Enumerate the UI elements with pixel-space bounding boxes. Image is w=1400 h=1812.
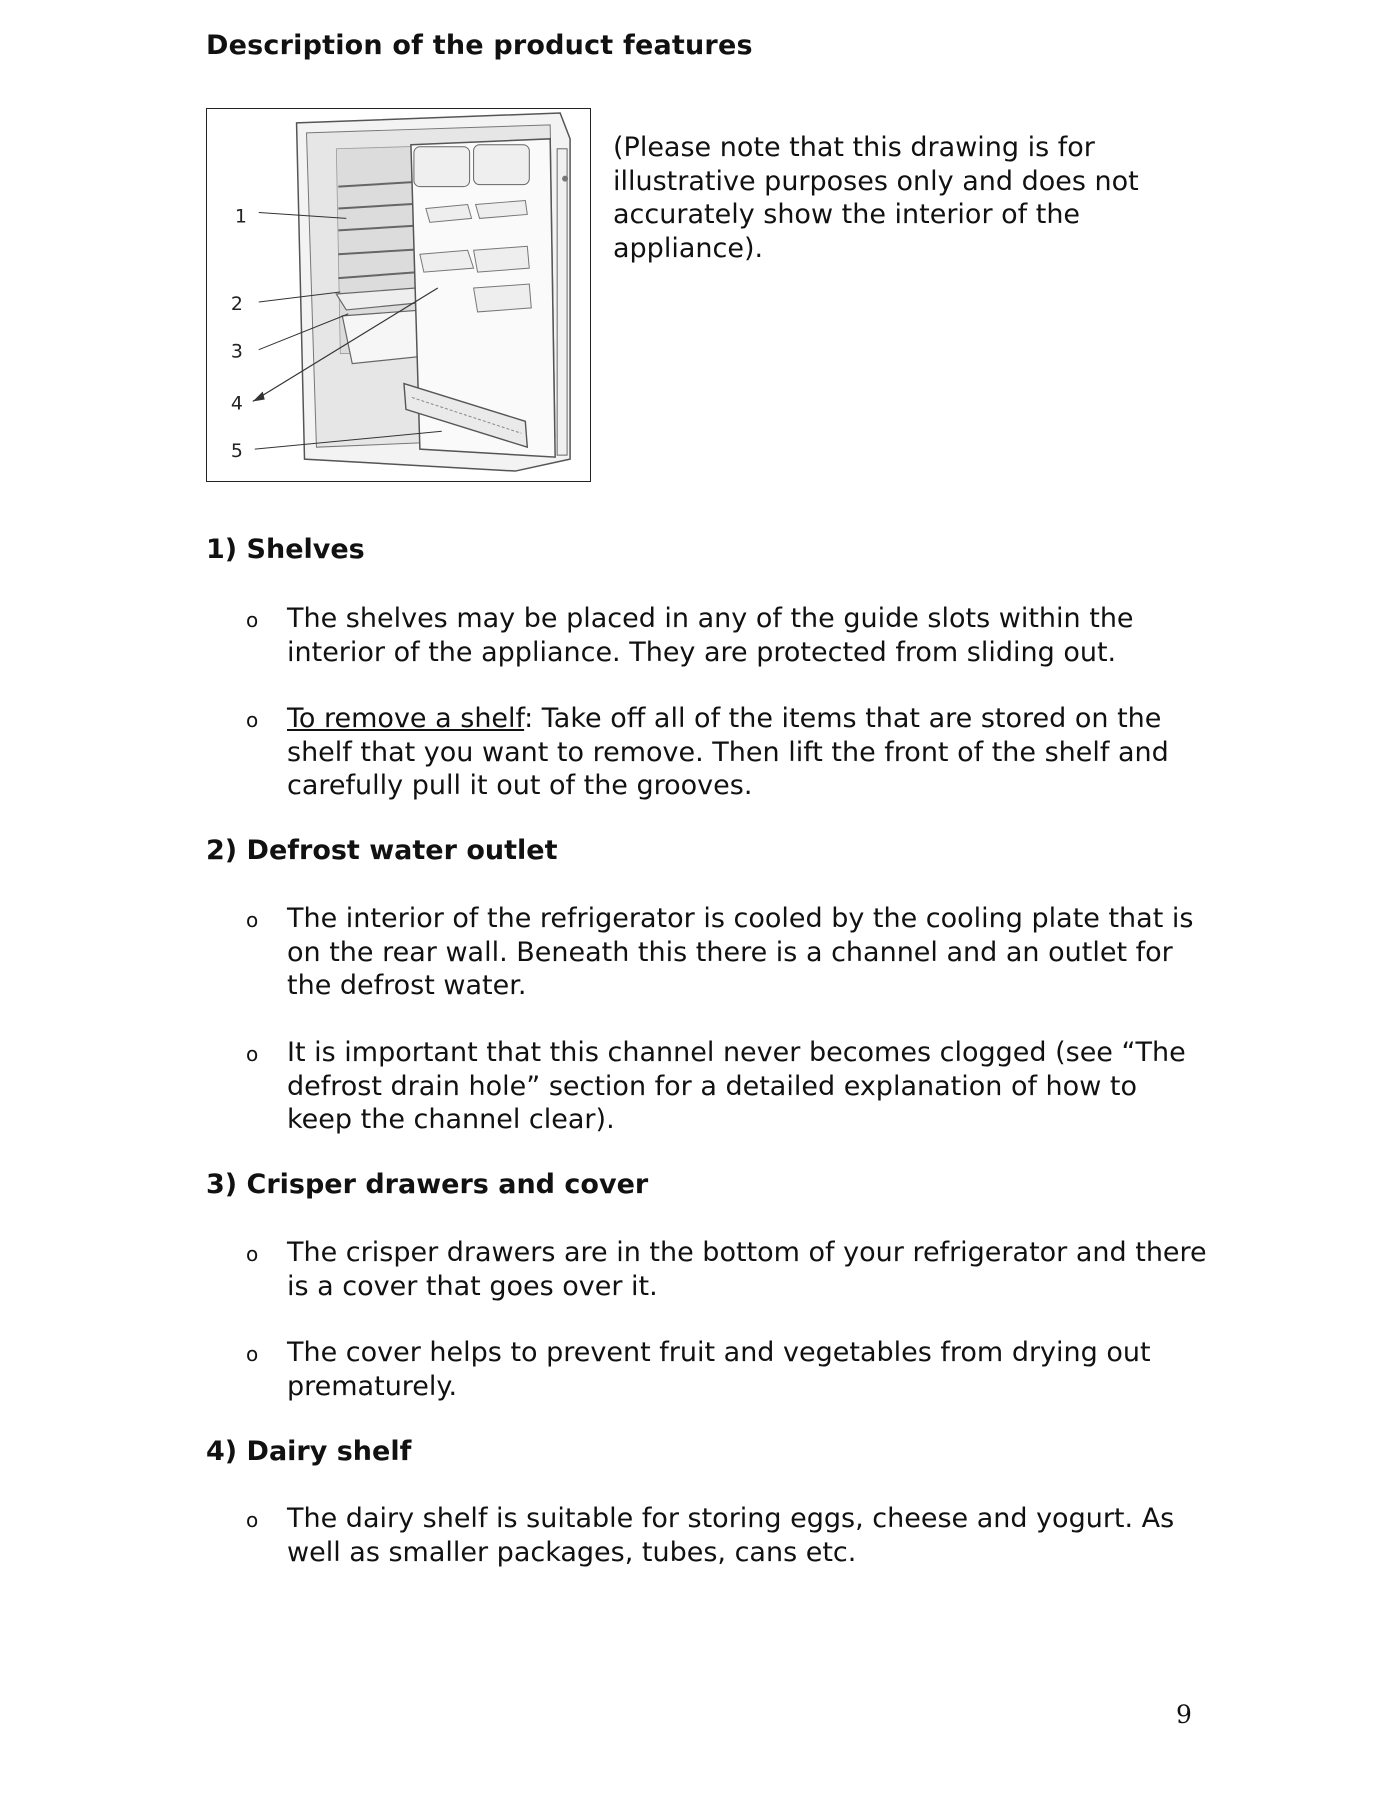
callout-5: 5 bbox=[230, 440, 243, 463]
remove-shelf-underlined: To remove a shelf bbox=[287, 703, 525, 734]
page-title: Description of the product features bbox=[206, 30, 753, 61]
bullet-text: The crisper drawers are in the bottom of your refrigerator and there is a cover that goes over it. bbox=[287, 1237, 1207, 1302]
figure-note: (Please note that this drawing is for illustrative purposes only and does not accurately show the interior of the appliance). bbox=[613, 132, 1139, 264]
bullet-text: The dairy shelf is suitable for storing eggs, cheese and yogurt. As well as smaller packages, tubes, cans etc. bbox=[287, 1503, 1175, 1568]
bullet-marker: o bbox=[246, 708, 259, 732]
bullet-text: The shelves may be placed in any of the guide slots within the interior of the appliance. They are protected from sliding out. bbox=[287, 603, 1134, 668]
bullet-text: The cover helps to prevent fruit and vegetables from drying out prematurely. bbox=[287, 1337, 1151, 1402]
bullet-text bbox=[287, 702, 1207, 803]
section-heading-crisper: 3) Crisper drawers and cover bbox=[206, 1169, 649, 1200]
section-heading-shelves: 1) Shelves bbox=[206, 534, 365, 565]
callout-4: 4 bbox=[230, 392, 243, 415]
bullet-marker: o bbox=[246, 908, 259, 932]
callout-2: 2 bbox=[230, 292, 243, 315]
refrigerator-figure bbox=[206, 108, 591, 482]
callout-1: 1 bbox=[234, 205, 247, 228]
bullet-text: It is important that this channel never becomes clogged (see “The defrost drain hole” section for a detailed explanation of how to keep the channel clear). bbox=[287, 1037, 1186, 1135]
remove-shelf-text: : Take off all of the items that are stored on the shelf that you want to remove. Then lift the front of the shelf and carefully pull it out of the grooves. bbox=[287, 703, 1169, 801]
bullet-marker: o bbox=[246, 1342, 259, 1366]
bullet-marker: o bbox=[246, 608, 259, 632]
page-number: 9 bbox=[1176, 1700, 1192, 1729]
section-heading-defrost: 2) Defrost water outlet bbox=[206, 835, 558, 866]
bullet-text: The interior of the refrigerator is cooled by the cooling plate that is on the rear wall. Beneath this there is a channel and an outlet for the defrost water. bbox=[287, 903, 1194, 1001]
bullet-marker: o bbox=[246, 1042, 259, 1066]
callout-3: 3 bbox=[230, 340, 243, 363]
bullet-marker: o bbox=[246, 1508, 259, 1532]
section-heading-dairy: 4) Dairy shelf bbox=[206, 1436, 412, 1467]
refrigerator-illustration bbox=[207, 109, 590, 481]
bullet-marker: o bbox=[246, 1242, 259, 1266]
